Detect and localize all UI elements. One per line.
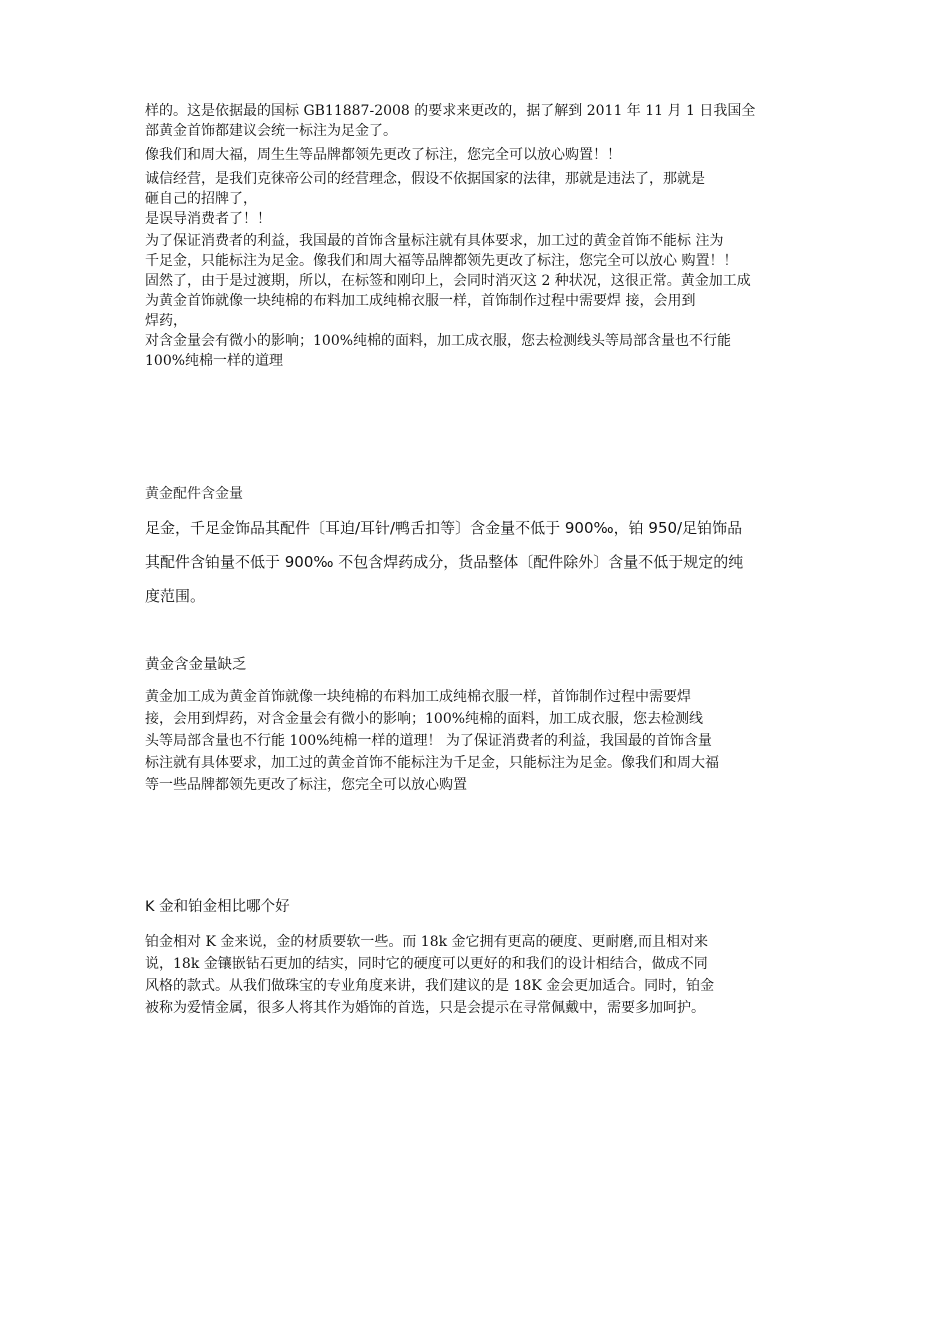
text-line: 焊药， [145, 313, 187, 329]
text-line: 砸自己的招牌了， [145, 191, 257, 207]
section-heading-compare: K 金和铂金相比哪个好 [145, 899, 290, 915]
section-heading-accessories: 黄金配件含金量 [145, 486, 243, 502]
text-line: 说，18k 金镶嵌钻石更加的结实，同时它的硬度可以更好的和我们的设计相结合，做成不同 [145, 956, 708, 972]
text-line: 标注就有具体要求，加工过的黄金首饰不能标注为千足金，只能标注为足金。像我们和周大福 [145, 755, 719, 771]
text-line: 其配件含铂量不低于 900‰ 不包含焊药成分，货品整体〔配件除外〕含量不低于规定的纯 [145, 553, 744, 571]
text-line: 接，会用到焊药，对含金量会有微小的影响；100%纯棉的面料，加工成衣服，您去检测线 [145, 711, 704, 727]
text-line: 度范围。 [145, 587, 206, 605]
text-line: 千足金，只能标注为足金。像我们和周大福等品牌都领先更改了标注，您完全可以放心 购置！！ [145, 253, 738, 269]
text-line: 是误导消费者了！！ [145, 211, 271, 227]
section-heading-insufficient: 黄金含金量缺乏 [145, 657, 247, 673]
text-line: 部黄金首饰都建议会统一标注为足金了。 [145, 123, 397, 139]
text-line: 诚信经营，是我们克徕帝公司的经营理念，假设不依据国家的法律，那就是违法了，那就是 [145, 171, 705, 187]
text-line: 固然了，由于是过渡期，所以，在标签和刚印上，会同时消灭这 2 种状况，这很正常。黄金加工成 [145, 273, 751, 289]
text-line: 被称为爱情金属，很多人将其作为婚饰的首选，只是会提示在寻常佩戴中，需要多加呵护。 [145, 1000, 705, 1016]
text-line: 铂金相对 K 金来说，金的材质要软一些。而 18k 金它拥有更高的硬度、更耐磨,而且相对来 [145, 934, 709, 950]
accessories-paragraph [145, 511, 817, 613]
text-line: 等一些品牌都领先更改了标注，您完全可以放心购置 [145, 777, 467, 793]
text-line: 对含金量会有微小的影响；100%纯棉的面料，加工成衣服，您去检测线头等局部含量也不行能 [145, 333, 732, 349]
text-line: 头等局部含量也不行能 100%纯棉一样的道理！ 为了保证消费者的利益，我国最的首饰含量 [145, 733, 712, 749]
text-line: 像我们和周大福，周生生等品牌都领先更改了标注，您完全可以放心购置！！ [145, 147, 621, 163]
compare-paragraph [145, 931, 817, 1019]
text-line: 样的。这是依据最的国标 GB11887-2008 的要求来更改的，据了解到 2011 年 11 月 1 日我国全 [145, 103, 756, 119]
text-line: 为了保证消费者的利益，我国最的首饰含量标注就有具体要求，加工过的黄金首饰不能标 注为 [145, 233, 724, 249]
insufficient-paragraph [145, 686, 817, 796]
text-line: 风格的款式。从我们做珠宝的专业角度来讲，我们建议的是 18K 金会更加适合。同时，铂金 [145, 978, 715, 994]
top-paragraph [145, 101, 817, 371]
text-line: 足金，千足金饰品其配件〔耳迫/耳针/鸭舌扣等〕含金量不低于 900‰，铂 950/足铂饰品 [145, 519, 743, 537]
text-line: 100%纯棉一样的道理 [145, 353, 284, 369]
text-line: 黄金加工成为黄金首饰就像一块纯棉的布料加工成纯棉衣服一样，首饰制作过程中需要焊 [145, 689, 691, 705]
text-line: 为黄金首饰就像一块纯棉的布料加工成纯棉衣服一样，首饰制作过程中需要焊 接，会用到 [145, 293, 696, 309]
